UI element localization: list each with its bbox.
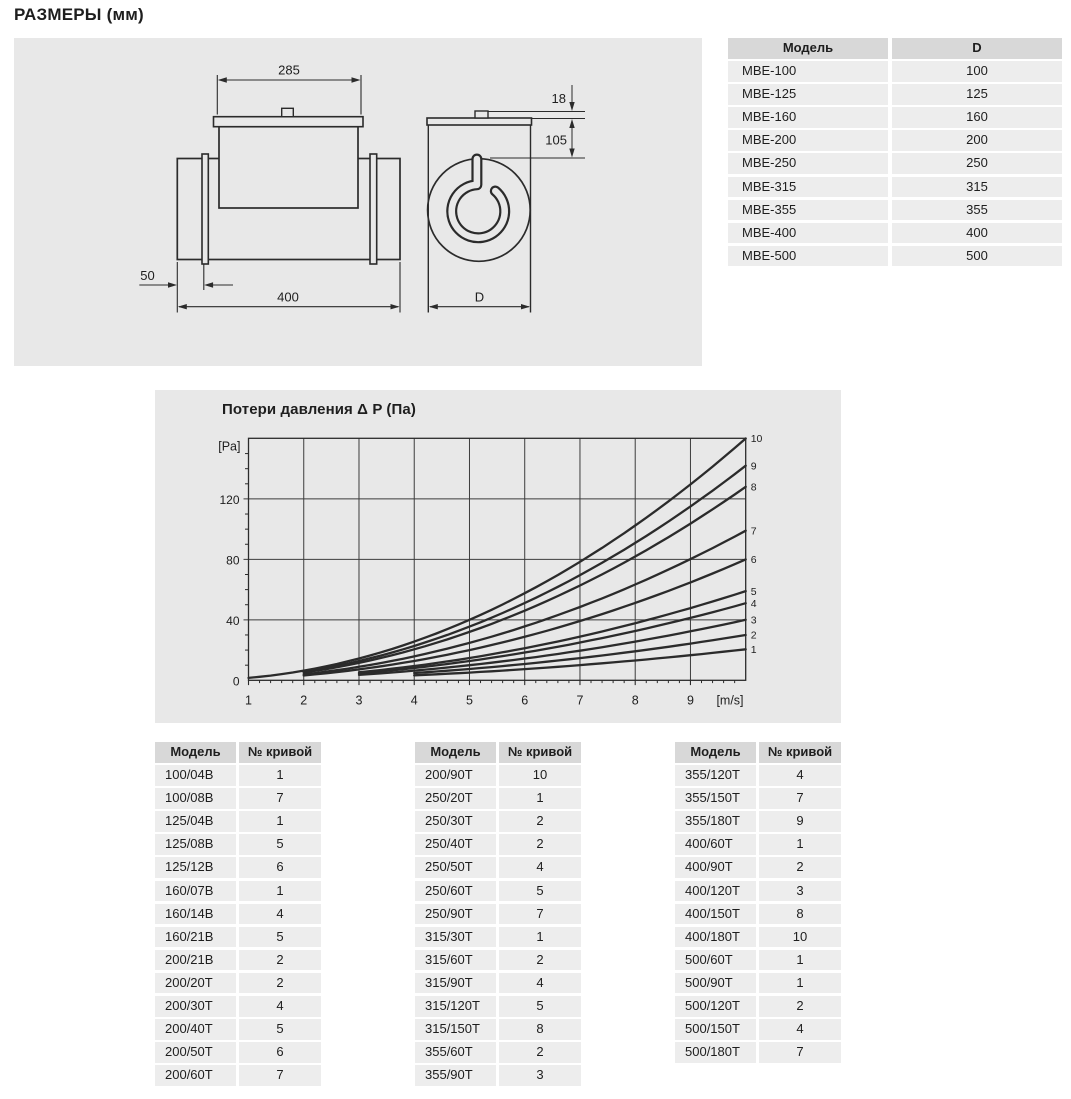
table-row [415,973,581,994]
table-cell: 2 [759,996,841,1017]
table-cell: 315/90Т [415,973,496,994]
duct-rib-right [370,154,377,264]
table-row [728,200,1062,221]
dim-label-285: 285 [278,62,300,78]
side-view [177,108,400,264]
table-header-cell: № кривой [239,742,321,763]
table-row [415,811,581,832]
pressure-loss-chart [155,390,841,723]
table-header-cell: Модель [728,38,888,59]
page-title: РАЗМЕРЫ (мм) [14,5,144,24]
x-axis-unit: [m/s] [716,693,744,708]
table-row [155,1065,321,1086]
table-row [675,950,841,971]
table-cell: 400/150Т [675,904,756,925]
table-cell: 7 [239,1065,321,1086]
dim-label-D: D [474,289,485,305]
table-header-cell: D [892,38,1062,59]
table-cell: 200/60Т [155,1065,236,1086]
table-cell: 4 [239,904,321,925]
table-cell: 355/60Т [415,1042,496,1063]
table-row [155,927,321,948]
table-row [415,996,581,1017]
table-cell: 355/180Т [675,811,756,832]
lid-knob [282,108,294,116]
table-header-cell: Модель [675,742,756,763]
table-row [155,811,321,832]
table-cell: MBE-100 [728,61,888,82]
table-cell: 200/50Т [155,1042,236,1063]
curve-table-3 [675,742,841,1063]
table-cell: 355/150Т [675,788,756,809]
table-cell: 10 [499,765,581,786]
table-cell: 7 [499,904,581,925]
dimension-400 [177,262,400,313]
x-tick-label: 3 [355,693,363,708]
table-row [675,904,841,925]
table-cell: 8 [759,904,841,925]
table-row [728,223,1062,244]
table-header-row [415,742,581,763]
dim-label-18: 18 [551,91,566,106]
table-cell: 500/90Т [675,973,756,994]
table-cell: 250/40Т [415,834,496,855]
y-axis-unit: [Pa] [218,439,241,454]
knob-front [475,111,488,118]
curve-label-4: 4 [750,597,757,610]
table-cell: MBE-125 [728,84,888,105]
curve-label-5: 5 [750,585,757,598]
table-header-cell: № кривой [759,742,841,763]
table-header-cell: Модель [415,742,496,763]
table-cell: 1 [499,927,581,948]
x-tick-label: 5 [466,693,473,708]
table-cell: 1 [759,834,841,855]
table-cell: 2 [759,857,841,878]
table-cell: 400/90Т [675,857,756,878]
table-cell: 4 [759,765,841,786]
table-row [675,996,841,1017]
table-cell: 160 [892,107,1062,128]
table-row [415,1019,581,1040]
front-view [427,111,532,313]
table-row [155,950,321,971]
dimension-D [429,290,530,310]
table-cell: 400/60Т [675,834,756,855]
table-cell: 1 [759,950,841,971]
table-cell: 250/30Т [415,811,496,832]
table-row [675,973,841,994]
table-cell: 2 [239,973,321,994]
table-cell: 200/30Т [155,996,236,1017]
technical-drawing [14,38,702,366]
table-row [155,857,321,878]
table-cell: 2 [499,1042,581,1063]
table-row [675,1019,841,1040]
table-cell: 4 [499,857,581,878]
table-cell: MBE-355 [728,200,888,221]
y-tick-label: 40 [226,613,240,628]
table-header-row [728,38,1062,59]
table-row [155,765,321,786]
table-cell: 100/08В [155,788,236,809]
curve-4 [359,603,746,673]
table-header-cell: Модель [155,742,236,763]
y-tick-label: 80 [226,553,240,568]
table-cell: 125/04В [155,811,236,832]
table-row [415,788,581,809]
table-cell: 5 [499,996,581,1017]
table-cell: 6 [239,1042,321,1063]
table-row [155,1042,321,1063]
table-cell: MBE-160 [728,107,888,128]
table-cell: 1 [499,788,581,809]
table-row [155,996,321,1017]
table-row [415,881,581,902]
table-cell: 6 [239,857,321,878]
table-cell: 250 [892,153,1062,174]
table-row [728,107,1062,128]
table-row [728,177,1062,198]
table-row [155,881,321,902]
table-row [675,857,841,878]
table-row [155,973,321,994]
table-cell: MBE-500 [728,246,888,267]
curve-label-9: 9 [750,460,757,473]
curve-label-8: 8 [750,481,757,494]
table-cell: 500/150Т [675,1019,756,1040]
table-row [675,834,841,855]
table-row [155,904,321,925]
table-cell: 200 [892,130,1062,151]
table-row [155,1019,321,1040]
table-row [415,1065,581,1086]
table-header-row [675,742,841,763]
table-row [415,950,581,971]
table-cell: 2 [239,950,321,971]
table-cell: 7 [239,788,321,809]
table-cell: 1 [239,765,321,786]
pressure-loss-chart-panel [155,390,841,723]
x-tick-label: 2 [300,693,308,708]
table-cell: 160/21В [155,927,236,948]
duct-rib-left [202,154,208,264]
table-cell: MBE-400 [728,223,888,244]
table-cell: 400/180Т [675,927,756,948]
table-cell: 500 [892,246,1062,267]
table-row [728,246,1062,267]
table-cell: MBE-200 [728,130,888,151]
table-cell: 315/120Т [415,996,496,1017]
table-cell: 315/60Т [415,950,496,971]
table-row [675,811,841,832]
table-cell: 10 [759,927,841,948]
table-cell: 1 [759,973,841,994]
dim-label-105: 105 [545,132,567,148]
table-row [415,857,581,878]
table-cell: 100/04В [155,765,236,786]
table-cell: 315/150Т [415,1019,496,1040]
table-cell: 200/21В [155,950,236,971]
table-row [675,927,841,948]
table-header-row [155,742,321,763]
chart-title: Потери давления Δ P (Па) [222,401,416,418]
table-row [728,153,1062,174]
x-tick-label: 8 [631,693,639,708]
table-row [415,1042,581,1063]
table-cell: 500/180Т [675,1042,756,1063]
table-cell: 500/60Т [675,950,756,971]
table-cell: 9 [759,811,841,832]
table-cell: 355/120Т [675,765,756,786]
table-row [415,904,581,925]
table-cell: MBE-250 [728,153,888,174]
table-row [155,788,321,809]
table-cell: 1 [239,811,321,832]
table-cell: 7 [759,1042,841,1063]
table-row [728,84,1062,105]
table-cell: 4 [239,996,321,1017]
table-cell: 400 [892,223,1062,244]
table-cell: 2 [499,834,581,855]
table-cell: 1 [239,881,321,902]
table-cell: 315 [892,177,1062,198]
table-row [675,765,841,786]
table-cell: 250/60Т [415,881,496,902]
table-cell: 200/40Т [155,1019,236,1040]
x-tick-label: 1 [245,693,252,708]
table-row [675,881,841,902]
dimensions-drawing-panel [14,38,702,366]
curve-label-7: 7 [750,525,757,538]
table-cell: 5 [239,927,321,948]
table-header-cell: № кривой [499,742,581,763]
table-cell: 160/14В [155,904,236,925]
table-cell: 400/120Т [675,881,756,902]
table-cell: 5 [239,834,321,855]
table-cell: 3 [759,881,841,902]
terminal-box-lid [214,117,364,127]
table-row [415,927,581,948]
x-tick-label: 4 [410,693,418,708]
size-table [728,38,1062,266]
table-cell: 2 [499,950,581,971]
table-cell: 4 [759,1019,841,1040]
curve-label-3: 3 [750,614,757,627]
curve-table-1 [155,742,321,1086]
table-row [728,130,1062,151]
curve-label-2: 2 [750,629,757,642]
table-cell: 3 [499,1065,581,1086]
table-row [675,1042,841,1063]
curve-label-6: 6 [750,554,757,567]
table-cell: MBE-315 [728,177,888,198]
curve-table-2 [415,742,581,1086]
table-cell: 200/20Т [155,973,236,994]
dim-label-50: 50 [140,268,155,283]
table-row [415,834,581,855]
table-cell: 355/90Т [415,1065,496,1086]
table-cell: 5 [239,1019,321,1040]
table-cell: 100 [892,61,1062,82]
curve-10 [249,439,746,678]
x-tick-label: 9 [686,693,694,708]
terminal-box [219,127,358,208]
x-tick-label: 7 [576,693,584,708]
table-cell: 250/50Т [415,857,496,878]
table-cell: 355 [892,200,1062,221]
table-cell: 250/20Т [415,788,496,809]
table-cell: 160/07В [155,881,236,902]
y-tick-label: 0 [232,674,240,689]
table-cell: 2 [499,811,581,832]
table-cell: 8 [499,1019,581,1040]
table-cell: 500/120Т [675,996,756,1017]
y-tick-label: 120 [219,492,240,507]
lid-front [427,118,532,125]
table-cell: 125/08В [155,834,236,855]
table-cell: 315/30Т [415,927,496,948]
dim-label-400: 400 [277,289,299,305]
curve-label-10: 10 [750,433,763,446]
table-cell: 200/90Т [415,765,496,786]
table-row [728,61,1062,82]
table-row [675,788,841,809]
table-cell: 7 [759,788,841,809]
table-cell: 4 [499,973,581,994]
table-row [155,834,321,855]
dimension-50 [139,264,233,290]
table-cell: 125 [892,84,1062,105]
table-cell: 5 [499,881,581,902]
table-row [415,765,581,786]
dimension-285 [217,63,361,115]
curve-label-1: 1 [750,644,757,657]
x-tick-label: 6 [521,693,529,708]
table-cell: 125/12В [155,857,236,878]
table-cell: 250/90Т [415,904,496,925]
